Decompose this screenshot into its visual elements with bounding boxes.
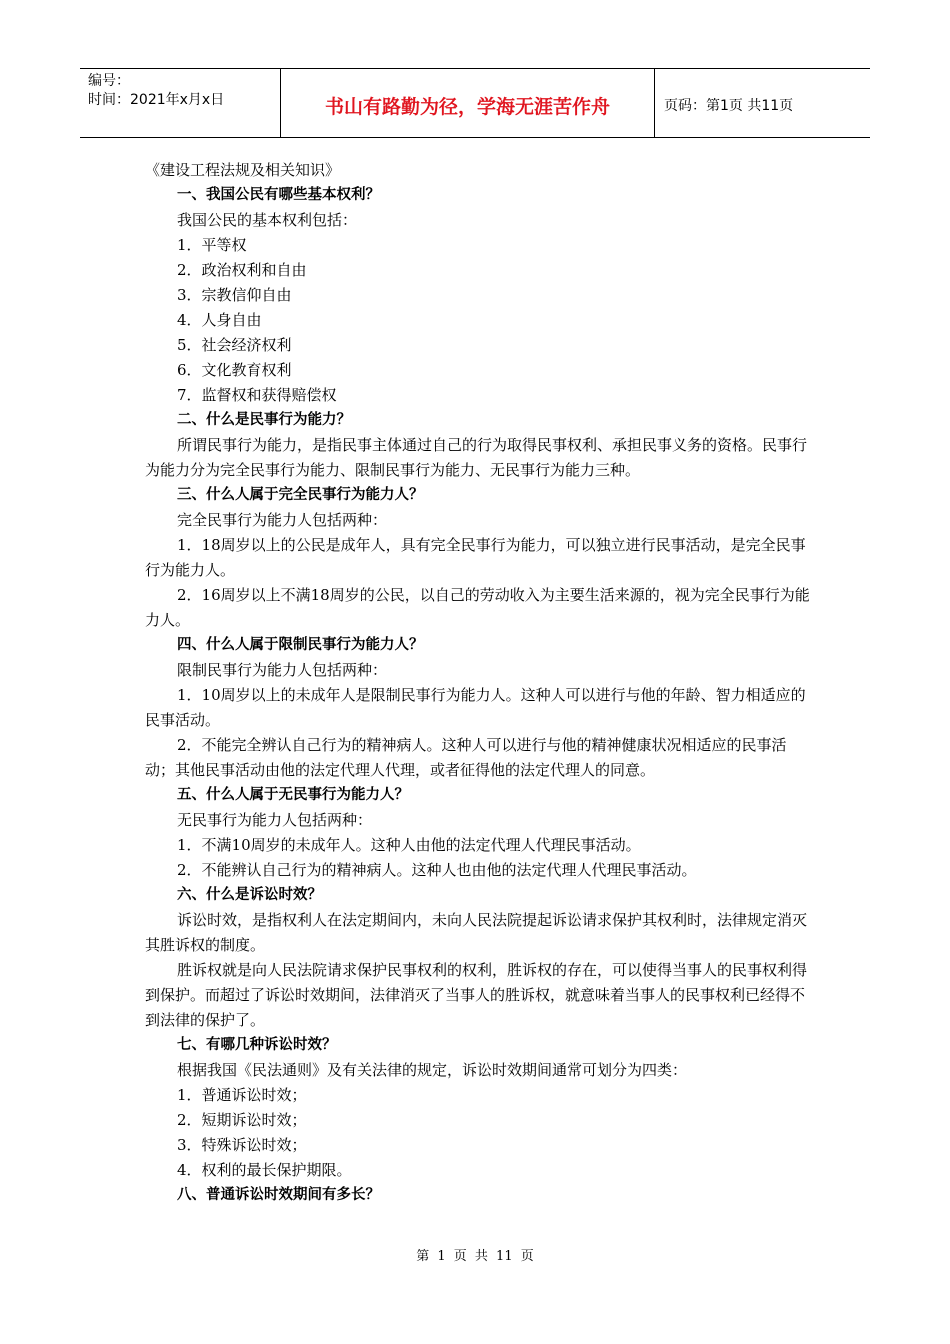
body-paragraph: 7．监督权和获得赔偿权: [177, 386, 337, 404]
document-body: [145, 158, 810, 1208]
section-heading: 八、普通诉讼时效期间有多长？: [177, 1187, 380, 1203]
body-paragraph: 6．文化教育权利: [177, 361, 292, 379]
body-paragraph: 限制民事行为能力人包括两种：: [177, 661, 388, 679]
body-paragraph: 我国公民的基本权利包括：: [177, 211, 358, 229]
section-heading: 五、什么人属于无民事行为能力人？: [177, 787, 409, 803]
body-paragraph: 2．政治权利和自由: [177, 261, 307, 279]
section-heading: 六、什么是诉讼时效？: [177, 887, 322, 903]
header-meta: [80, 69, 281, 137]
body-paragraph: 根据我国《民法通则》及有关法律的规定，诉讼时效期间通常可划分为四类：: [177, 1061, 688, 1079]
body-paragraph: 诉讼时效，是指权利人在法定期间内，未向人民法院提起诉讼请求保护其权利时，法律规定消灭其胜诉权的制度。: [145, 911, 808, 954]
document-header: [80, 68, 870, 138]
body-paragraph: 3．特殊诉讼时效；: [177, 1136, 307, 1154]
body-paragraph: 1．不满10周岁的未成年人。这种人由他的法定代理人代理民事活动。: [177, 836, 641, 854]
body-paragraph: 1．平等权: [177, 236, 247, 254]
body-paragraph: 2．不能完全辨认自己行为的精神病人。这种人可以进行与他的精神健康状况相适应的民事活动；其他民事活动由他的法定代理人代理，或者征得他的法定代理人的同意。: [145, 736, 787, 779]
time-label: 时间：2021年x月x日: [88, 92, 225, 108]
body-paragraph: 3．宗教信仰自由: [177, 286, 292, 304]
number-label: 编号：: [88, 73, 130, 89]
section-heading: 一、我国公民有哪些基本权利？: [177, 187, 380, 203]
body-paragraph: 无民事行为能力人包括两种：: [177, 811, 373, 829]
body-paragraph: 4．人身自由: [177, 311, 262, 329]
header-motto: 书山有路勤为径，学海无涯苦作舟: [281, 69, 655, 137]
section-heading: 七、有哪几种诉讼时效？: [177, 1037, 337, 1053]
header-page-info: 页码：第1页 共11页: [664, 98, 794, 114]
body-paragraph: 2．短期诉讼时效；: [177, 1111, 307, 1129]
body-paragraph: 完全民事行为能力人包括两种：: [177, 511, 388, 529]
body-paragraph: 1．普通诉讼时效；: [177, 1086, 307, 1104]
document-title: 《建设工程法规及相关知识》: [145, 161, 341, 179]
body-paragraph: 胜诉权就是向人民法院请求保护民事权利的权利，胜诉权的存在，可以使得当事人的民事权利得到保护。而超过了诉讼时效期间，法律消灭了当事人的胜诉权，就意味着当事人的民事权利已经得不到法律的保护了。: [145, 961, 808, 1029]
page-footer: 第 1 页 共 11 页: [416, 1249, 534, 1264]
section-heading: 二、什么是民事行为能力？: [177, 412, 351, 428]
paragraph-list: [145, 183, 810, 1208]
body-paragraph: 1．10周岁以上的未成年人是限制民事行为能力人。这种人可以进行与他的年龄、智力相适应的民事活动。: [145, 686, 806, 729]
body-paragraph: 2．16周岁以上不满18周岁的公民，以自己的劳动收入为主要生活来源的，视为完全民事行为能力人。: [145, 586, 810, 629]
body-paragraph: 1．18周岁以上的公民是成年人，具有完全民事行为能力，可以独立进行民事活动，是完全民事行为能力人。: [145, 536, 806, 579]
section-heading: 四、什么人属于限制民事行为能力人？: [177, 637, 424, 653]
section-heading: 三、什么人属于完全民事行为能力人？: [177, 487, 424, 503]
body-paragraph: 4．权利的最长保护期限。: [177, 1161, 352, 1179]
body-paragraph: 所谓民事行为能力，是指民事主体通过自己的行为取得民事权利、承担民事义务的资格。民事行为能力分为完全民事行为能力、限制民事行为能力、无民事行为能力三种。: [145, 436, 808, 479]
body-paragraph: 5．社会经济权利: [177, 336, 292, 354]
body-paragraph: 2．不能辨认自己行为的精神病人。这种人也由他的法定代理人代理民事活动。: [177, 861, 697, 879]
